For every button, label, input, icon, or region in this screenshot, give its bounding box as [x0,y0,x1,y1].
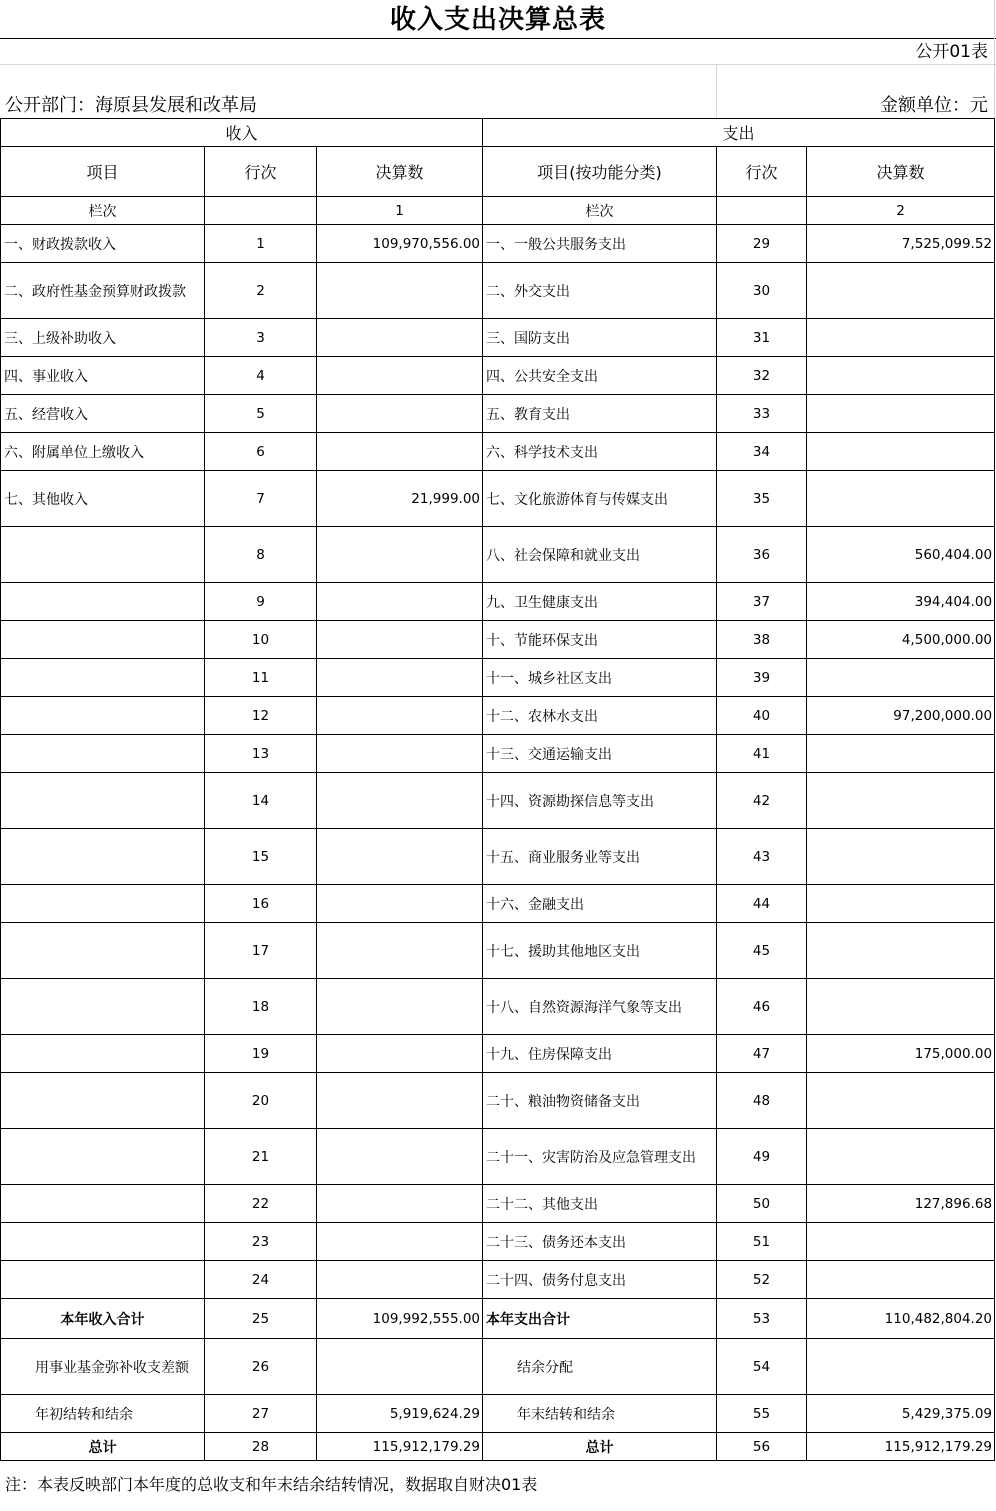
income-amount [317,659,483,697]
income-amount [317,697,483,735]
table-row [1,829,995,885]
income-amount [317,923,483,979]
expense-amount: 394,404.00 [807,583,995,621]
income-line: 8 [205,527,317,583]
section-header-row [1,119,995,147]
income-line: 5 [205,395,317,433]
income-amount [317,1073,483,1129]
income-summary-amount: 115,912,179.29 [317,1433,483,1461]
income-item [1,829,205,885]
table-row [1,1185,995,1223]
expense-summary-line: 53 [717,1299,807,1339]
income-item [1,621,205,659]
expense-amount [807,1223,995,1261]
income-item [1,1185,205,1223]
income-item: 七、其他收入 [1,471,205,527]
department-label: 公开部门：海原县发展和改革局 [5,95,257,116]
expense-item: 一、一般公共服务支出 [483,225,717,263]
income-item [1,885,205,923]
income-amount [317,583,483,621]
expense-amount [807,923,995,979]
expense-amount [807,433,995,471]
income-item [1,659,205,697]
expense-amount: 127,896.68 [807,1185,995,1223]
expense-section-header: 支出 [483,119,995,147]
table-row [1,433,995,471]
table-row [1,697,995,735]
income-line: 1 [205,225,317,263]
income-column-line [205,197,317,225]
expense-item: 十九、住房保障支出 [483,1035,717,1073]
expense-amount [807,735,995,773]
income-item: 二、政府性基金预算财政拨款 [1,263,205,319]
expense-amount [807,1073,995,1129]
table-row [1,773,995,829]
income-summary-amount [317,1339,483,1395]
expense-amount [807,471,995,527]
table-row [1,923,995,979]
table-row [1,1073,995,1129]
expense-line: 45 [717,923,807,979]
expense-item: 四、公共安全支出 [483,357,717,395]
income-item [1,1223,205,1261]
table-row [1,357,995,395]
expense-line: 39 [717,659,807,697]
income-line: 9 [205,583,317,621]
income-line: 21 [205,1129,317,1185]
expense-summary-amount [807,1339,995,1395]
income-summary-amount: 109,992,555.00 [317,1299,483,1339]
income-item [1,583,205,621]
table-title: 收入支出决算总表 [389,5,606,35]
expense-line: 40 [717,697,807,735]
income-summary-line: 27 [205,1395,317,1433]
income-column-number: 1 [317,197,483,225]
expense-column-line [717,197,807,225]
table-row [1,979,995,1035]
expense-line: 30 [717,263,807,319]
income-item: 五、经营收入 [1,395,205,433]
expense-summary-label: 本年支出合计 [483,1299,717,1339]
table-row [1,583,995,621]
expense-amount: 4,500,000.00 [807,621,995,659]
income-amount [317,885,483,923]
expense-line: 34 [717,433,807,471]
income-amount [317,1261,483,1299]
expense-line: 36 [717,527,807,583]
expense-column-label: 栏次 [483,197,717,225]
expense-summary-line: 56 [717,1433,807,1461]
expense-item: 十、节能环保支出 [483,621,717,659]
income-item [1,923,205,979]
income-summary-label: 用事业基金弥补收支差额 [1,1339,205,1395]
income-item [1,1035,205,1073]
income-amount [317,773,483,829]
income-line: 15 [205,829,317,885]
column-number-row [1,197,995,225]
income-summary-amount: 5,919,624.29 [317,1395,483,1433]
income-line: 2 [205,263,317,319]
income-amount [317,319,483,357]
expense-item: 二十二、其他支出 [483,1185,717,1223]
income-amount [317,1185,483,1223]
expense-amount [807,263,995,319]
expense-summary-label: 年末结转和结余 [483,1395,717,1433]
table-row [1,1129,995,1185]
expense-line: 46 [717,979,807,1035]
table-row [1,319,995,357]
expense-summary-label: 总计 [483,1433,717,1461]
grid-line-vertical-right [994,0,995,118]
income-amount [317,735,483,773]
expense-item: 十八、自然资源海洋气象等支出 [483,979,717,1035]
income-item [1,773,205,829]
expense-amount [807,829,995,885]
income-item [1,1261,205,1299]
expense-amount: 560,404.00 [807,527,995,583]
income-amount [317,263,483,319]
income-amount [317,829,483,885]
table-row [1,1035,995,1073]
expense-line: 51 [717,1223,807,1261]
income-amount: 109,970,556.00 [317,225,483,263]
expense-item: 十七、援助其他地区支出 [483,923,717,979]
expense-line: 41 [717,735,807,773]
income-line: 24 [205,1261,317,1299]
income-amount [317,621,483,659]
expense-item: 七、文化旅游体育与传媒支出 [483,471,717,527]
expense-amount [807,659,995,697]
expense-line: 31 [717,319,807,357]
expense-line: 43 [717,829,807,885]
table-row [1,885,995,923]
income-item [1,527,205,583]
table-row [1,621,995,659]
adjustment-row [1,1339,995,1395]
expense-summary-amount: 5,429,375.09 [807,1395,995,1433]
income-summary-label: 本年收入合计 [1,1299,205,1339]
income-amount [317,395,483,433]
expense-item: 十一、城乡社区支出 [483,659,717,697]
income-summary-line: 28 [205,1433,317,1461]
income-line: 12 [205,697,317,735]
expense-item: 十六、金融支出 [483,885,717,923]
expense-line: 48 [717,1073,807,1129]
expense-item: 十二、农林水支出 [483,697,717,735]
income-amount [317,433,483,471]
annual-total-row [1,1299,995,1339]
income-line: 7 [205,471,317,527]
expense-item: 二、外交支出 [483,263,717,319]
income-line-header: 行次 [205,147,317,197]
income-summary-label: 年初结转和结余 [1,1395,205,1433]
expense-line: 52 [717,1261,807,1299]
expense-item: 二十四、债务付息支出 [483,1261,717,1299]
income-item: 一、财政拨款收入 [1,225,205,263]
table-row [1,1223,995,1261]
table-row [1,1261,995,1299]
income-line: 20 [205,1073,317,1129]
expense-item: 二十三、债务还本支出 [483,1223,717,1261]
expense-amount [807,773,995,829]
expense-line: 38 [717,621,807,659]
income-amount-header: 决算数 [317,147,483,197]
expense-amount [807,885,995,923]
income-column-label: 栏次 [1,197,205,225]
expense-amount [807,357,995,395]
income-line: 19 [205,1035,317,1073]
expense-item: 二十一、灾害防治及应急管理支出 [483,1129,717,1185]
income-item: 四、事业收入 [1,357,205,395]
table-row [1,395,995,433]
expense-summary-amount: 110,482,804.20 [807,1299,995,1339]
expense-line: 50 [717,1185,807,1223]
income-amount [317,1035,483,1073]
income-line: 11 [205,659,317,697]
expense-item: 八、社会保障和就业支出 [483,527,717,583]
income-item-header: 项目 [1,147,205,197]
income-amount [317,1129,483,1185]
expense-amount [807,979,995,1035]
income-item [1,1073,205,1129]
income-item [1,735,205,773]
expense-item: 十三、交通运输支出 [483,735,717,773]
expense-amount [807,1129,995,1185]
income-amount [317,357,483,395]
expense-line: 49 [717,1129,807,1185]
expense-line: 29 [717,225,807,263]
income-section-header: 收入 [1,119,483,147]
footnote: 注：本表反映部门本年度的总收支和年末结余结转情况，数据取自财决01表 [5,1475,538,1494]
income-item [1,1129,205,1185]
expense-amount: 97,200,000.00 [807,697,995,735]
expense-item-header: 项目(按功能分类) [483,147,717,197]
income-line: 3 [205,319,317,357]
income-amount: 21,999.00 [317,471,483,527]
title-border [0,38,996,39]
income-line: 23 [205,1223,317,1261]
table-row [1,659,995,697]
expense-amount [807,319,995,357]
expense-line: 33 [717,395,807,433]
income-item [1,697,205,735]
income-line: 10 [205,621,317,659]
table-row [1,735,995,773]
expense-column-number: 2 [807,197,995,225]
income-line: 16 [205,885,317,923]
income-item: 三、上级补助收入 [1,319,205,357]
budget-table [0,118,995,1461]
income-item: 六、附属单位上缴收入 [1,433,205,471]
expense-line: 35 [717,471,807,527]
expense-item: 九、卫生健康支出 [483,583,717,621]
table-row [1,471,995,527]
balance-row [1,1395,995,1433]
income-line: 18 [205,979,317,1035]
expense-item: 二十、粮油物资储备支出 [483,1073,717,1129]
income-line: 14 [205,773,317,829]
table-row [1,263,995,319]
income-summary-line: 25 [205,1299,317,1339]
expense-item: 十四、资源勘探信息等支出 [483,773,717,829]
income-summary-line: 26 [205,1339,317,1395]
expense-line: 44 [717,885,807,923]
income-line: 17 [205,923,317,979]
income-summary-label: 总计 [1,1433,205,1461]
unit-label: 金额单位：元 [880,95,988,116]
expense-line: 32 [717,357,807,395]
expense-amount [807,1261,995,1299]
income-amount [317,1223,483,1261]
expense-summary-line: 54 [717,1339,807,1395]
form-number: 公开01表 [915,42,988,62]
income-item [1,979,205,1035]
expense-summary-amount: 115,912,179.29 [807,1433,995,1461]
table-row [1,527,995,583]
expense-item: 三、国防支出 [483,319,717,357]
grid-line [0,64,996,65]
income-line: 13 [205,735,317,773]
expense-line: 47 [717,1035,807,1073]
income-amount [317,979,483,1035]
table-row [1,225,995,263]
expense-item: 十五、商业服务业等支出 [483,829,717,885]
expense-amount: 175,000.00 [807,1035,995,1073]
column-header-row [1,147,995,197]
income-amount [317,527,483,583]
expense-amount-header: 决算数 [807,147,995,197]
expense-amount [807,395,995,433]
expense-summary-label: 结余分配 [483,1339,717,1395]
expense-line: 37 [717,583,807,621]
expense-item: 五、教育支出 [483,395,717,433]
grid-line-vertical [716,64,717,118]
expense-line-header: 行次 [717,147,807,197]
income-line: 6 [205,433,317,471]
expense-summary-line: 55 [717,1395,807,1433]
income-line: 4 [205,357,317,395]
expense-amount: 7,525,099.52 [807,225,995,263]
expense-item: 六、科学技术支出 [483,433,717,471]
expense-line: 42 [717,773,807,829]
grand-total-row [1,1433,995,1461]
income-line: 22 [205,1185,317,1223]
